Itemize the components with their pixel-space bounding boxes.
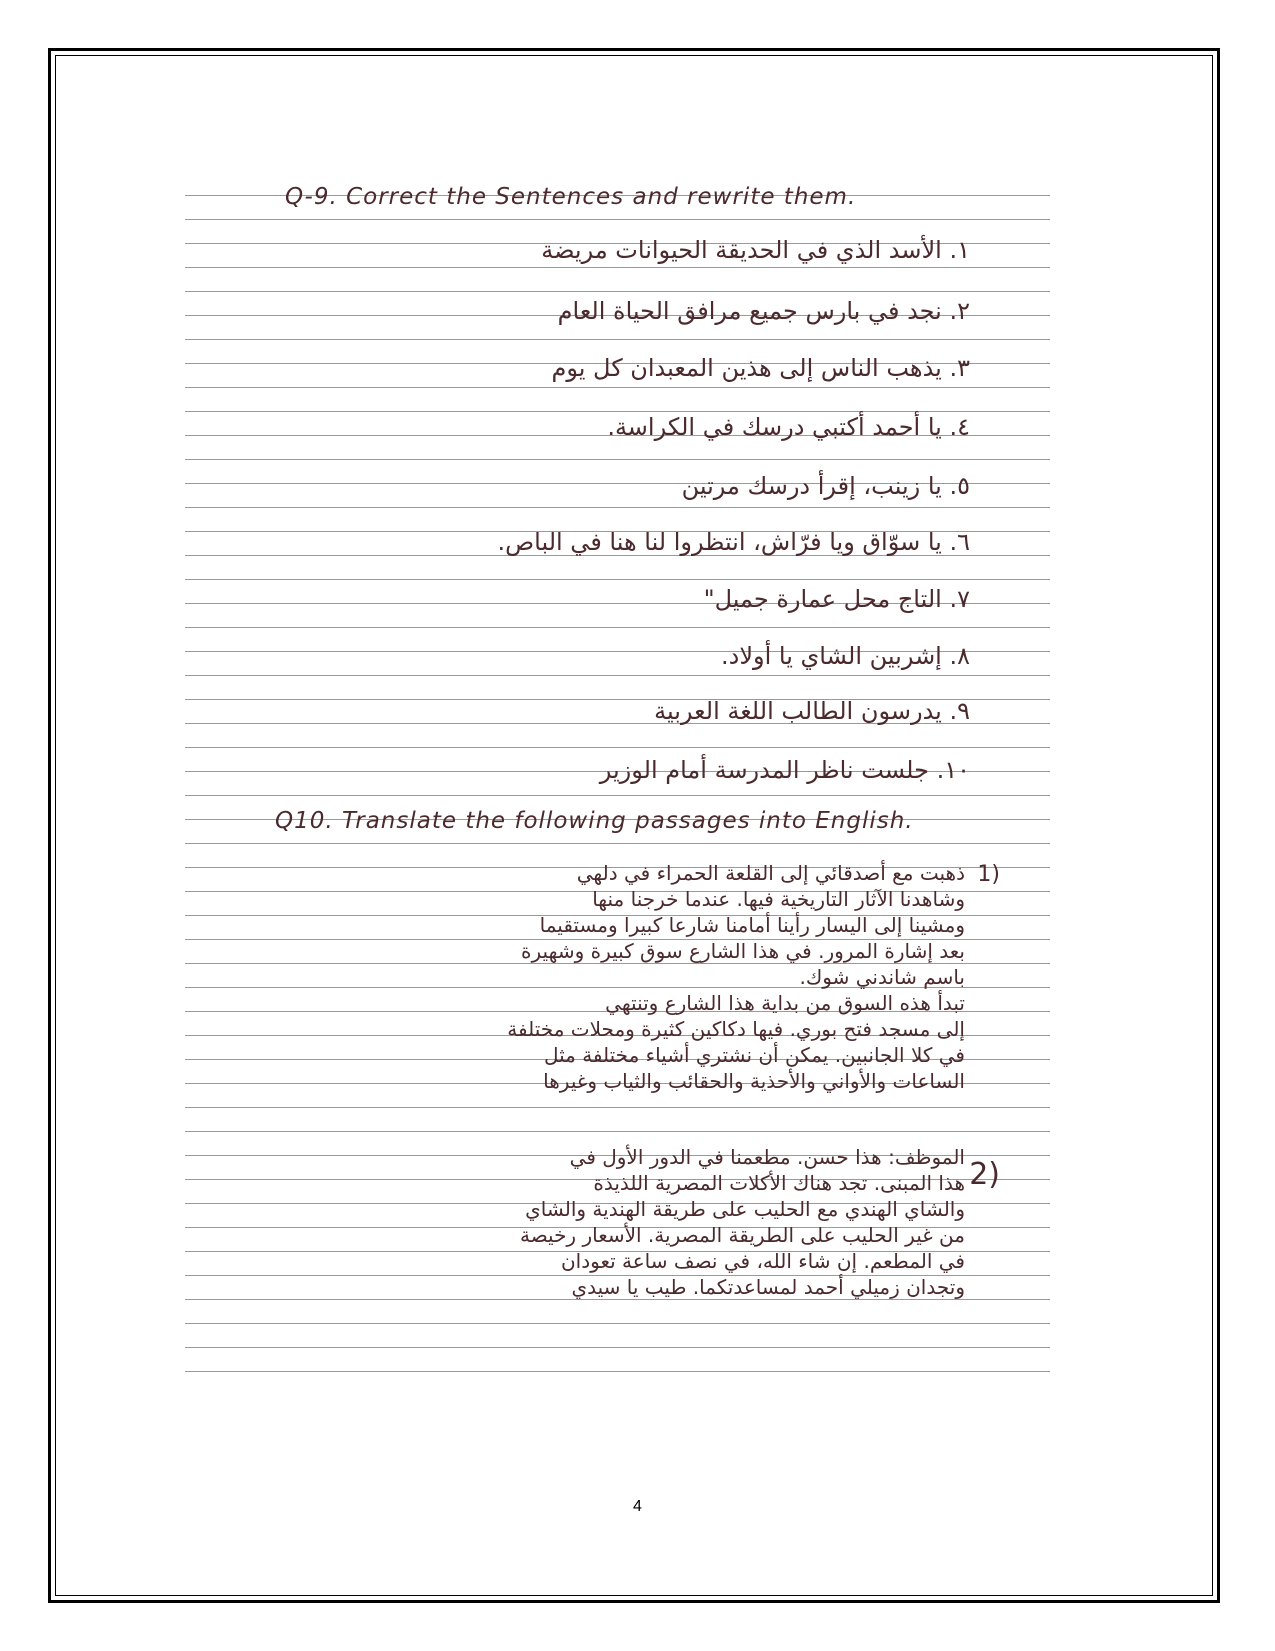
passage-2-line: الموظف: هذا حسن. مطعمنا في الدور الأول في: [569, 1145, 965, 1169]
passage-1-line: في كلا الجانبين. يمكن أن نشتري أشياء مختلفة مثل: [543, 1043, 965, 1067]
passage-2-line: والشاي الهندي مع الحليب على طريقة الهندية والشاي: [525, 1197, 965, 1221]
passage-2-line: هذا المبنى. تجد هناك الأكلات المصرية اللذيذة: [593, 1171, 965, 1195]
passage-1-line: الساعات والأواني والأحذية والحقائب والثياب وغيرها: [543, 1069, 965, 1093]
q9-sentence-4: ٤. يا أحمد أكتبي درسك في الكراسة.: [607, 413, 970, 441]
q9-sentence-7: ٧. التاج محل عمارة جميل": [703, 585, 970, 613]
passage-1-line: وشاهدنا الآثار التاريخية فيها. عندما خرجنا منها: [592, 887, 965, 911]
q10-heading: Q10. Translate the following passages into English.: [275, 808, 914, 834]
passage-1-line: ذهبت مع أصدقائي إلى القلعة الحمراء في دلهي: [576, 861, 965, 885]
handwritten-sheet: [185, 172, 1050, 1387]
passage-1-line: إلى مسجد فتح بوري. فيها دكاكين كثيرة ومحلات مختلفة: [507, 1017, 965, 1041]
q9-sentence-8: ٨. إشربين الشاي يا أولاد.: [721, 642, 970, 670]
q9-sentence-2: ٢. نجد في بارس جميع مرافق الحياة العام: [557, 297, 970, 325]
q9-heading: Q-9. Correct the Sentences and rewrite them.: [285, 184, 857, 210]
passage-2-line: وتجدان زميلي أحمد لمساعدتكما. طيب يا سيدي: [571, 1275, 965, 1299]
q9-sentence-9: ٩. يدرسون الطالب اللغة العربية: [654, 697, 970, 725]
q9-sentence-1: ١. الأسد الذي في الحديقة الحيوانات مريضة: [541, 236, 970, 264]
page-number: 4: [633, 1498, 642, 1515]
passage-1-line: ومشينا إلى اليسار رأينا أمامنا شارعا كبيرا ومستقيما: [539, 913, 965, 937]
passage-1-number: 1): [977, 862, 1000, 887]
q9-sentence-10: ١٠. جلست ناظر المدرسة أمام الوزير: [599, 756, 970, 784]
passage-2-line: في المطعم. إن شاء الله، في نصف ساعة تعودان: [560, 1249, 965, 1273]
passage-1-line: باسم شاندني شوك.: [799, 965, 965, 989]
passage-2: [185, 1144, 965, 1300]
passage-1-line: بعد إشارة المرور. في هذا الشارع سوق كبيرة وشهيرة: [521, 939, 965, 963]
passage-1: [205, 860, 965, 1094]
q9-sentence-6: ٦. يا سوّاق ويا فرّاش، انتظروا لنا هنا في الباص.: [497, 528, 970, 556]
passage-2-line: من غير الحليب على الطريقة المصرية. الأسعار رخيصة: [519, 1223, 965, 1247]
passage-1-line: تبدأ هذه السوق من بداية هذا الشارع وتنتهي: [605, 991, 965, 1015]
q9-sentence-3: ٣. يذهب الناس إلى هذين المعبدان كل يوم: [551, 354, 970, 382]
passage-2-number: 2): [969, 1157, 1000, 1192]
q9-sentence-5: ٥. يا زينب، إقرأ درسك مرتين: [681, 472, 970, 500]
